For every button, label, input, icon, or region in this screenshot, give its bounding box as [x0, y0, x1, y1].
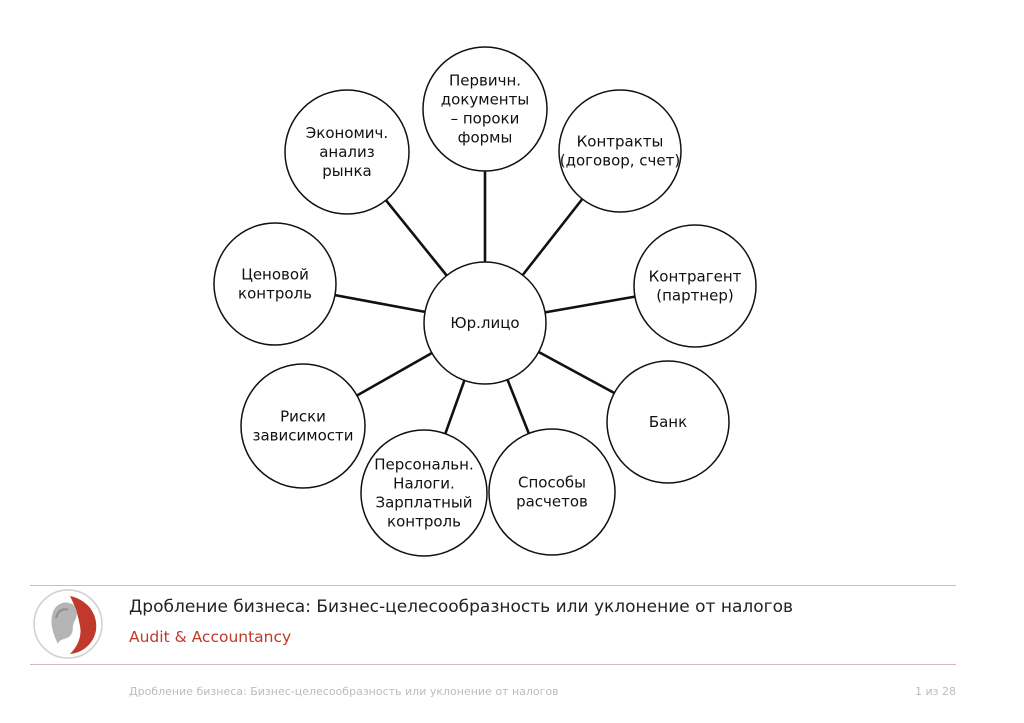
page-counter: 1 из 28	[915, 685, 956, 698]
page-title-footer: Дробление бизнеса: Бизнес-целесообразность или уклонение от налогов	[129, 685, 559, 698]
connector-dependency-risks	[357, 353, 432, 396]
company-logo	[30, 586, 110, 666]
connector-personal-taxes	[445, 380, 464, 433]
connector-bank	[539, 352, 615, 393]
node-label-personal-taxes: Персональн. Налоги. Зарплатный контроль	[374, 455, 474, 531]
footer-bottom-rule	[30, 664, 956, 665]
node-label-bank: Банк	[648, 413, 688, 431]
center-node-label: Юр.лицо	[450, 314, 520, 332]
connector-price-control	[335, 295, 425, 312]
node-label-payment-methods: Способы расчетов	[516, 473, 588, 511]
node-label-counterparty: Контрагент (партнер)	[648, 267, 742, 305]
connector-counterparty	[545, 297, 635, 313]
node-label-market-analysis: Экономич. анализ рынка	[305, 124, 389, 180]
footer-top-rule	[30, 585, 956, 586]
node-label-primary-docs: Первичн. документы – пороки формы	[440, 71, 530, 147]
node-label-dependency-risks: Риски зависимости	[252, 407, 354, 445]
presentation-subheading: Audit & Accountancy	[129, 628, 292, 646]
node-label-contracts: Контракты (договор, счет)	[559, 132, 681, 170]
presentation-heading: Дробление бизнеса: Бизнес-целесообразность или уклонение от налогов	[129, 597, 793, 617]
connector-payment-methods	[508, 380, 529, 434]
node-label-price-control: Ценовой контроль	[238, 265, 312, 303]
connector-market-analysis	[386, 200, 447, 275]
connector-contracts	[523, 199, 583, 275]
